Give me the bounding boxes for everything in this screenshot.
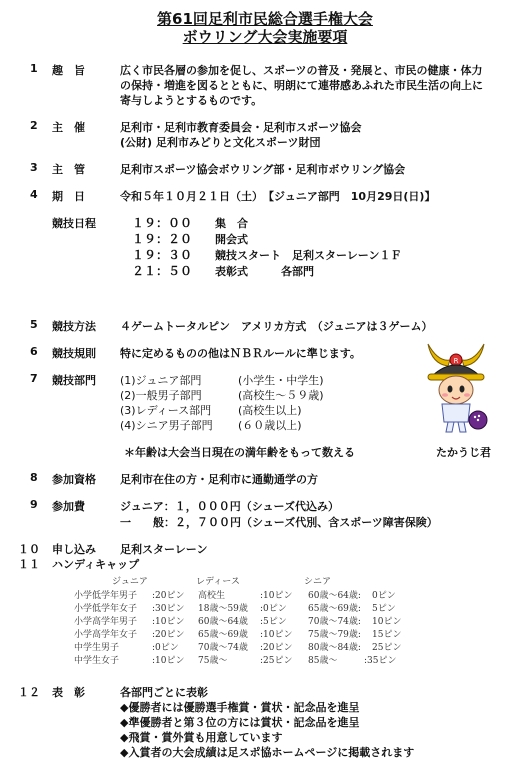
- handicap-cell: 小学低学年男子: [74, 591, 138, 601]
- award-line: ◆飛賞・賞外賞も用意しています: [120, 731, 283, 744]
- section-number: 8: [30, 471, 38, 484]
- section-label: 表 彰: [52, 686, 85, 699]
- schedule-time: １９：００: [132, 216, 193, 230]
- award-line: ◆優勝者には優勝選手権賞・賞状・記念品を進呈: [120, 701, 360, 714]
- handicap-cell: :20ピン: [152, 630, 185, 640]
- section-text: 足利市・足利市教育委員会・足利市スポーツ協会: [120, 121, 362, 134]
- handicap-cell: 70歳～74歳:: [308, 617, 361, 627]
- section-number: １２: [18, 686, 40, 699]
- section-number: 9: [30, 498, 38, 511]
- handicap-header: ジュニア: [112, 577, 148, 587]
- handicap-cell: :5ピン: [260, 617, 287, 627]
- handicap-cell: 85歳～: [308, 656, 338, 666]
- handicap-cell: :30ピン: [152, 604, 185, 614]
- document-subtitle: ボウリング大会実施要項: [182, 28, 348, 46]
- handicap-cell: 70歳～74歳: [198, 643, 248, 653]
- handicap-cell: 25ピン: [372, 643, 402, 653]
- section-label: 期 日: [52, 190, 85, 203]
- section-number: 2: [30, 119, 38, 132]
- section-text: 広く市民各層の参加を促し、スポーツの普及・発展と、市民の健康・体力: [120, 64, 483, 77]
- section-text: ４ゲームトータルピン アメリカ方式 （ジュニアは３ゲーム）: [120, 320, 433, 333]
- section-label: 趣 旨: [52, 64, 85, 77]
- age-note: ＊年齢は大会当日現在の満年齢をもって数える: [124, 446, 355, 459]
- fee-general: 一 般：２，７００円（シューズ代別、含スポーツ障害保険）: [120, 516, 438, 529]
- schedule-event: 集 合: [215, 217, 248, 230]
- handicap-cell: :10ピン: [152, 617, 185, 627]
- division-name: (3)レディース部門: [120, 404, 212, 417]
- schedule-event: 競技スタート 足利スターレーン１Ｆ: [215, 249, 402, 262]
- handicap-cell: 小学低学年女子: [74, 604, 138, 614]
- schedule-event: 開会式: [215, 233, 248, 246]
- division-condition: (６０歳以上): [238, 419, 302, 432]
- mascot-illustration: [418, 336, 494, 436]
- handicap-cell: :35ピン: [364, 656, 397, 666]
- section-text: 足利市スポーツ協会ボウリング部・足利市ボウリング協会: [120, 163, 406, 176]
- handicap-cell: 0ピン: [372, 591, 396, 601]
- section-label: 競技部門: [52, 374, 96, 387]
- handicap-cell: 中学生女子: [74, 656, 120, 666]
- section-label: 主 管: [52, 163, 85, 176]
- section-number: 1: [30, 62, 38, 75]
- mascot-name: たかうじ君: [436, 446, 491, 459]
- schedule-label: 競技日程: [52, 217, 96, 230]
- handicap-cell: 5ピン: [372, 604, 396, 614]
- svg-text:R: R: [453, 357, 459, 365]
- handicap-cell: 15ピン: [372, 630, 402, 640]
- section-label: 競技方法: [52, 320, 96, 333]
- section-number: 3: [30, 161, 38, 174]
- handicap-cell: 65歳～69歳:: [308, 604, 361, 614]
- handicap-cell: 18歳～59歳: [198, 604, 248, 614]
- schedule-time: １９：３０: [132, 248, 193, 262]
- division-name: (4)シニア男子部門: [120, 419, 213, 432]
- handicap-cell: 10ピン: [372, 617, 402, 627]
- division-name: (1)ジュニア部門: [120, 374, 202, 387]
- handicap-cell: 小学高学年男子: [74, 617, 138, 627]
- section-number: １１: [18, 558, 40, 571]
- division-condition: (高校生～５９歳): [238, 389, 324, 402]
- division-condition: (小学生・中学生): [238, 374, 324, 387]
- section-text: 特に定めるものの他はＮＢＲルールに準じます。: [120, 347, 361, 360]
- handicap-cell: 65歳～69歳: [198, 630, 248, 640]
- handicap-cell: :0ピン: [152, 643, 179, 653]
- handicap-header: レディース: [196, 577, 240, 587]
- schedule-time: １９：２０: [132, 232, 193, 246]
- handicap-cell: :25ピン: [260, 656, 293, 666]
- handicap-header: シニア: [304, 577, 332, 587]
- section-label: 競技規則: [52, 347, 96, 360]
- handicap-cell: 75歳～79歳:: [308, 630, 361, 640]
- handicap-cell: 60歳～64歳: [198, 617, 248, 627]
- section-label: 参加資格: [52, 473, 96, 486]
- section-number: 6: [30, 345, 38, 358]
- handicap-cell: 75歳～: [198, 656, 228, 666]
- handicap-cell: 80歳～84歳:: [308, 643, 361, 653]
- section-label: 申し込み: [52, 543, 96, 556]
- section-number: 5: [30, 318, 38, 331]
- document-title: 第61回足利市民総合選手権大会: [157, 10, 373, 28]
- handicap-cell: :10ピン: [260, 591, 293, 601]
- handicap-cell: 60歳～64歳:: [308, 591, 361, 601]
- section-text: 令和５年１０月２１日（土） 【ジュニア部門 10月29日(日)】: [120, 190, 436, 203]
- section-number: 4: [30, 188, 38, 201]
- schedule-event: 表彰式 各部門: [215, 265, 314, 278]
- division-name: (2)一般男子部門: [120, 389, 202, 402]
- handicap-cell: :10ピン: [260, 630, 293, 640]
- section-label: ハンディキャップ: [52, 558, 140, 571]
- award-line: ◆入賞者の大会成績は足スポ協ホームページに掲載されます: [120, 746, 415, 759]
- section-text: 足利スターレーン: [120, 543, 208, 556]
- schedule-time: ２１：５０: [132, 264, 193, 278]
- handicap-cell: 小学高学年女子: [74, 630, 138, 640]
- section-number: 7: [30, 372, 38, 385]
- section-text: の保持・増進を図るとともに、明朗にて連帯感あふれた市民生活の向上に: [120, 79, 483, 92]
- handicap-cell: :10ピン: [152, 656, 185, 666]
- handicap-cell: 中学生男子: [74, 643, 120, 653]
- section-label: 主 催: [52, 121, 85, 134]
- section-text: 足利市在住の方・足利市に通勤通学の方: [120, 473, 318, 486]
- section-text: 寄与しようとするものです。: [120, 94, 263, 107]
- handicap-cell: :20ピン: [260, 643, 293, 653]
- handicap-cell: :0ピン: [260, 604, 287, 614]
- section-text: (公財) 足利市みどりと文化スポーツ財団: [120, 136, 321, 149]
- section-number: １０: [18, 543, 40, 556]
- division-condition: (高校生以上): [238, 404, 302, 417]
- award-line: ◆準優勝者と第３位の方には賞状・記念品を進呈: [120, 716, 360, 729]
- award-line: 各部門ごとに表彰: [120, 686, 208, 699]
- section-label: 参加費: [52, 500, 85, 513]
- fee-junior: ジュニア：１，０００円（シューズ代込み）: [120, 500, 340, 513]
- handicap-cell: 高校生: [198, 591, 226, 601]
- handicap-cell: :20ピン: [152, 591, 185, 601]
